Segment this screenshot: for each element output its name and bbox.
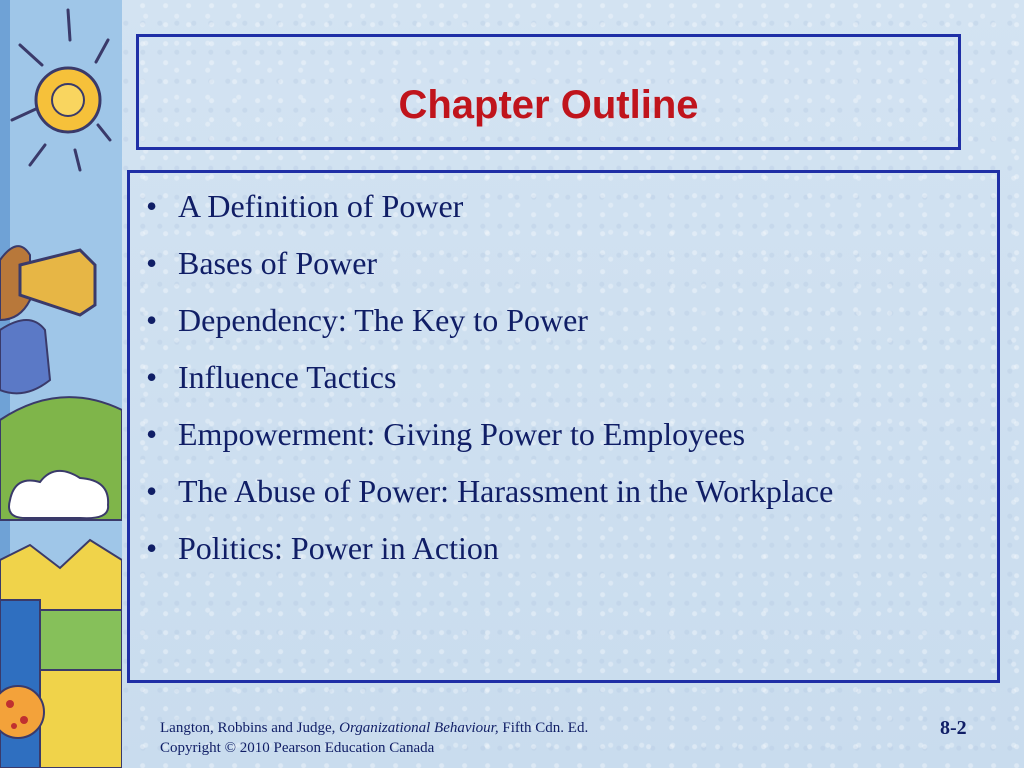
outline-list [130, 173, 997, 569]
slide-title: Chapter Outline [398, 83, 699, 127]
list-item [130, 185, 997, 227]
list-item [130, 299, 997, 341]
title-box [136, 34, 961, 150]
footer-copyright: Copyright © 2010 Pearson Education Canada [160, 740, 435, 756]
illustration-graphic [0, 0, 122, 768]
list-item [130, 413, 997, 455]
footer-edition: Fifth Cdn. Ed. [498, 720, 589, 736]
tree-icon [0, 686, 44, 738]
list-item-text: Dependency: The Key to Power [178, 302, 588, 338]
list-item [130, 527, 997, 569]
page-number: 8-2 [940, 717, 967, 739]
bullet-icon: • [146, 188, 158, 224]
list-item-text: Bases of Power [178, 245, 378, 281]
list-item [130, 470, 997, 512]
footer-citation [160, 718, 588, 758]
list-item-text: Empowerment: Giving Power to Employees [178, 416, 746, 452]
list-item-text: A Definition of Power [178, 188, 464, 224]
footer-book-title: Organizational Behaviour, [339, 720, 499, 736]
bullet-icon: • [146, 245, 158, 281]
list-item-text: Politics: Power in Action [178, 530, 499, 566]
bullet-icon: • [146, 416, 158, 452]
list-item-text: Influence Tactics [178, 359, 397, 395]
list-item [130, 356, 997, 398]
footer-source-line [160, 718, 588, 738]
footer-authors: Langton, Robbins and Judge, [160, 720, 340, 736]
list-item-text: The Abuse of Power: Harassment in the Workplace [178, 473, 834, 509]
content-box [127, 170, 1000, 683]
bullet-icon: • [146, 302, 158, 338]
bullet-icon: • [146, 473, 158, 509]
bullet-icon: • [146, 359, 158, 395]
bullet-icon: • [146, 530, 158, 566]
list-item [130, 242, 997, 284]
decorative-illustration [0, 0, 122, 768]
